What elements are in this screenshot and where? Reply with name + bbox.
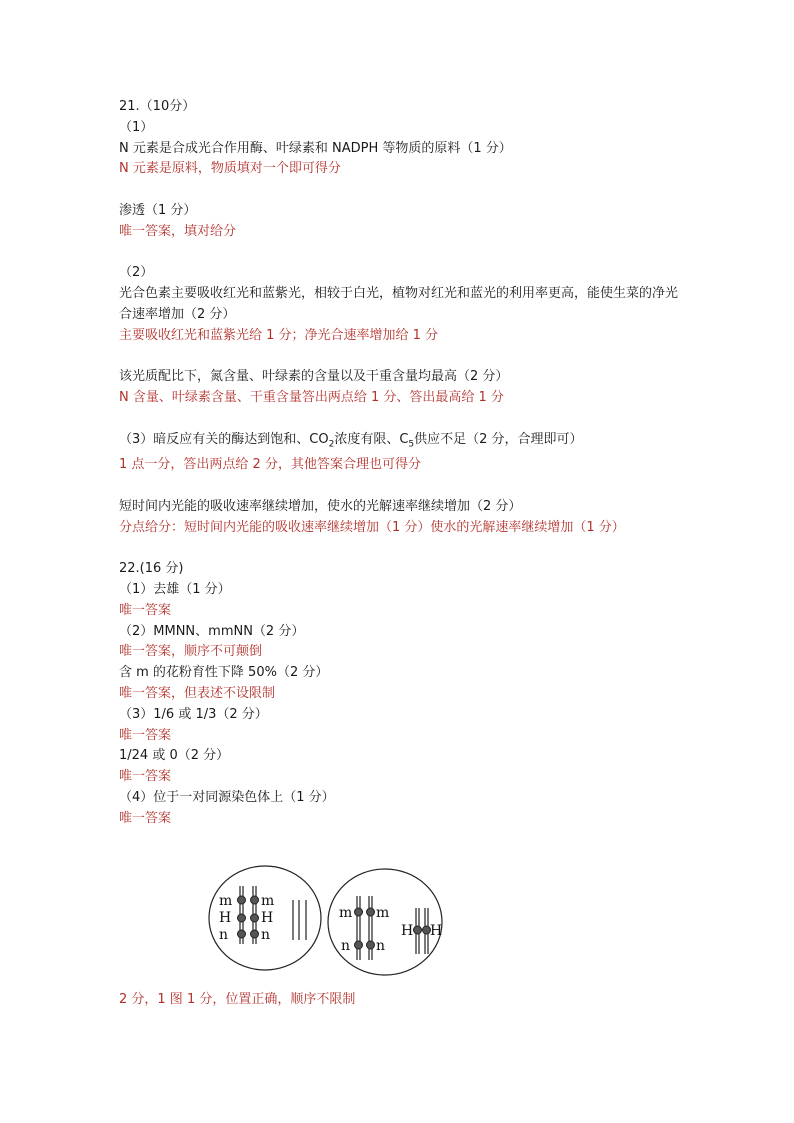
q21-part2b-answer: 该光质配比下，氮含量、叶绿素的含量以及干重含量均最高（2 分） — [119, 369, 509, 385]
q21-part1-label: （1） — [119, 119, 154, 135]
chromosome-diagram — [205, 860, 445, 978]
q21-part2-answer: 光合色素主要吸收红光和蓝紫光，相较于白光，植物对红光和蓝光的利用率更高，能使生菜的净光合速率增加（2 分） — [119, 286, 679, 322]
q22-part1-note: 唯一答案 — [119, 602, 172, 618]
q21-part3b-note: 分点给分：短时间内光能的吸收速率继续增加（1 分）使水的光解速率继续增加（1 分） — [119, 519, 625, 535]
gene-locus — [251, 930, 259, 938]
gene-locus — [367, 941, 375, 949]
cell1-left-gene: m — [219, 893, 233, 909]
gene-locus — [367, 908, 375, 916]
q21-part1-answer: N 元素是合成光合作用酶、叶绿素和 NADPH 等物质的原料（1 分） — [119, 140, 512, 156]
gene-locus — [355, 941, 363, 949]
q21-part3-note: 1 点一分，答出两点给 2 分，其他答案合理也可得分 — [119, 457, 421, 473]
gene-locus — [414, 926, 422, 934]
cell2-gene: m — [339, 905, 353, 921]
q22-part2-note: 唯一答案，顺序不可颠倒 — [119, 644, 263, 660]
q21-part1-note: N 元素是原料，物质填对一个即可得分 — [119, 161, 341, 177]
cell1-left-gene: H — [219, 910, 232, 926]
q22-part2-answer: （2）MMNN、mmNN（2 分） — [119, 623, 305, 639]
q21-header: 21.（10分） — [119, 99, 196, 114]
q22-part2b-note: 唯一答案，但表述不设限制 — [119, 685, 276, 701]
q22-part3-answer: （3）1/6 或 1/3（2 分） — [119, 706, 268, 722]
q22-header: 22.(16 分) — [119, 561, 184, 577]
q21-part1b-answer: 渗透（1 分） — [119, 202, 197, 218]
q21-part2-label: （2） — [119, 265, 154, 281]
q21-part2b-note: N 含量、叶绿素含量、干重含量答出两点给 1 分、答出最高给 1 分 — [119, 390, 504, 406]
cell2-gene: H — [401, 923, 414, 939]
q22-part3-note: 唯一答案 — [119, 727, 172, 743]
gene-locus — [355, 908, 363, 916]
gene-locus — [238, 930, 246, 938]
q21-part1b-note: 唯一答案，填对给分 — [119, 223, 237, 239]
cell1-right-gene: m — [261, 893, 275, 909]
answer-key-page — [119, 97, 689, 829]
q21-part2-note: 主要吸收红光和蓝紫光给 1 分；净光合速率增加给 1 分 — [119, 327, 439, 343]
q21-part3-answer: （3）暗反应有关的酶达到饱和、$CO_2$浓度有限、$C_5$供应不足（2 分，合理即可） — [119, 431, 583, 450]
cell2-gene: H — [430, 923, 443, 939]
q22-part4-note: 唯一答案 — [119, 810, 172, 826]
q21-part3b-answer: 短时间内光能的吸收速率继续增加，使水的光解速率继续增加（2 分） — [119, 498, 522, 514]
cell2-gene: n — [341, 938, 351, 954]
cell1-right-gene: n — [261, 927, 271, 943]
q22-part3b-answer: 1/24 或 0（2 分） — [119, 748, 230, 764]
cell2-gene: n — [376, 938, 386, 954]
cell1-right-gene: H — [261, 910, 274, 926]
q22-part4-answer: （4）位于一对同源染色体上（1 分） — [119, 789, 335, 805]
q22-part3b-note: 唯一答案 — [119, 769, 172, 785]
figure-scoring-note: 2 分，1 图 1 分，位置正确，顺序不限制 — [119, 992, 356, 1007]
cell2-gene: m — [376, 905, 390, 921]
q22-part2b-answer: 含 m 的花粉育性下降 50%（2 分） — [119, 665, 329, 681]
gene-locus — [251, 914, 259, 922]
q22-part1-answer: （1）去雄（1 分） — [119, 581, 231, 597]
gene-locus — [238, 896, 246, 904]
gene-locus — [238, 914, 246, 922]
gene-locus — [251, 896, 259, 904]
cell1-left-gene: n — [219, 927, 229, 943]
